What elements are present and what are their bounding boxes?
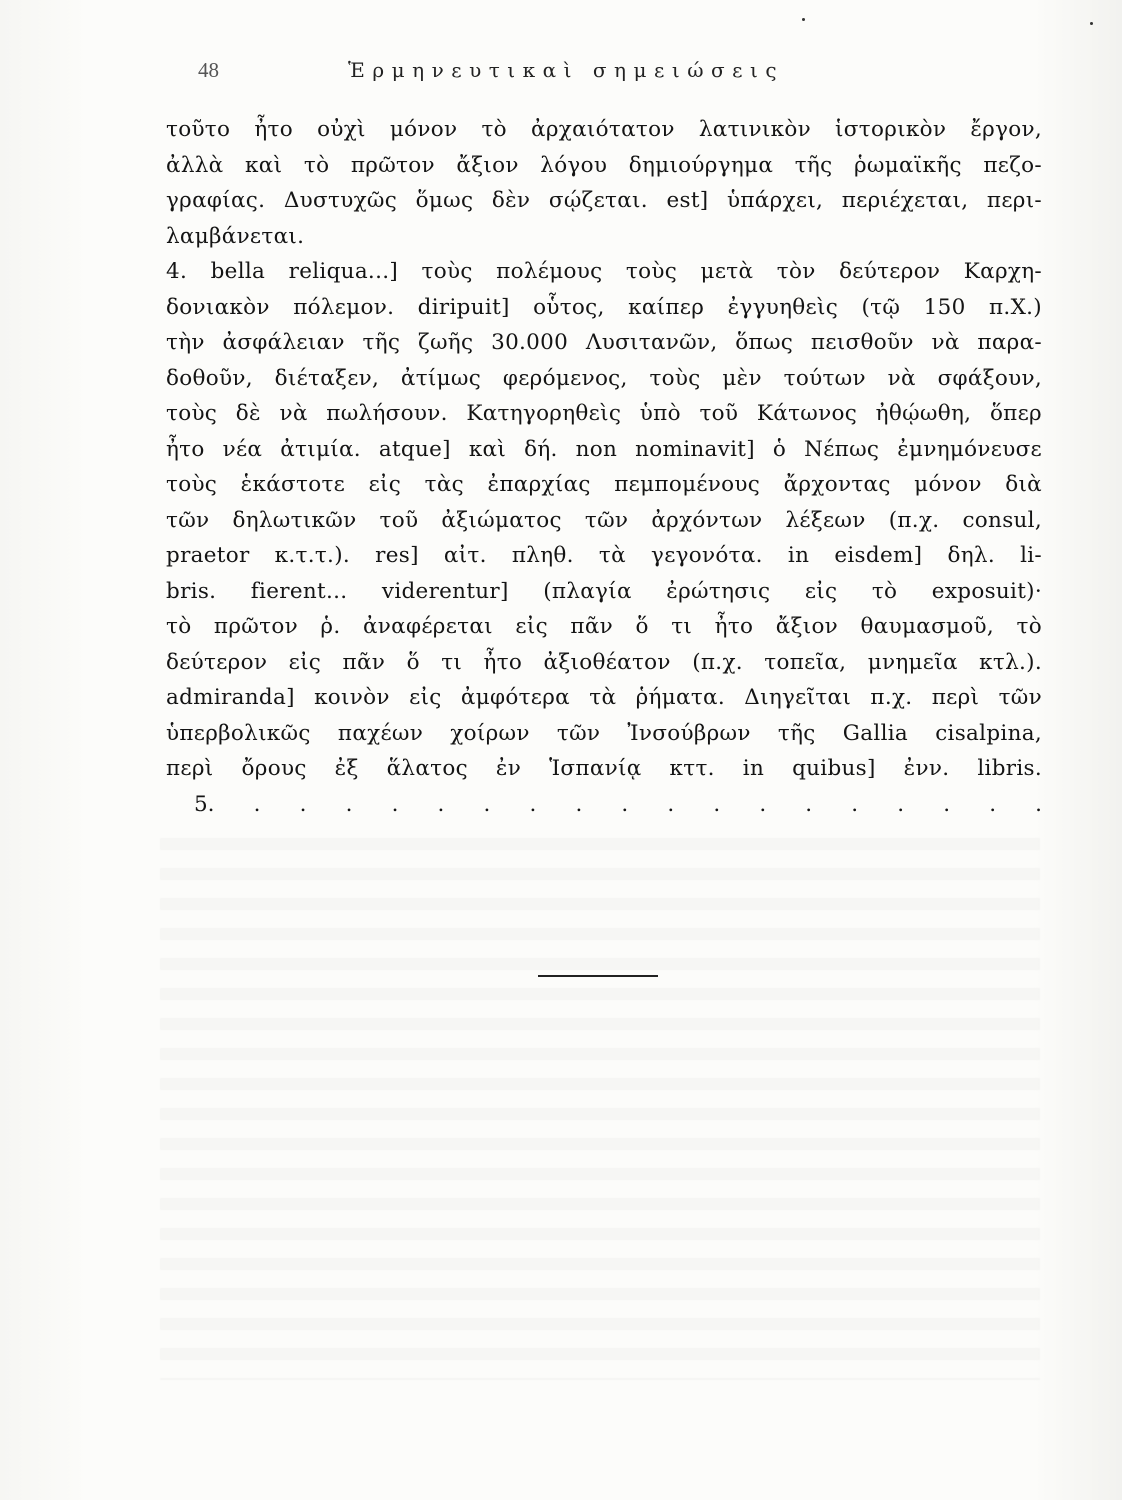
text-line: ἦτο νέα ἀτιμία. atque] καὶ δή. non nominavit] ὁ Νέπως ἐμνημόνευσε: [166, 436, 1042, 462]
text-line: περὶ ὄρους ἐξ ἅλατος ἐν Ἱσπανίᾳ κττ. in quibus] ἐνν. libris.: [166, 756, 1042, 781]
text-line: τοὺς ἑκάστοτε εἰς τὰς ἐπαρχίας πεμπομένους ἄρχοντας μόνον διὰ: [166, 472, 1042, 497]
section-5-dots: 5. . . . . . . . . . . . . . . . . . .: [194, 791, 1042, 817]
show-through-bleed: [160, 820, 1040, 1380]
scan-speck: [802, 18, 805, 21]
text-line: ἀλλὰ καὶ τὸ πρῶτον ἄξιον λόγου δημιούργημα τῆς ῥωμαϊκῆς πεζο-: [166, 152, 1042, 178]
text-line: ὑπερβολικῶς παχέων χοίρων τῶν Ἰνσούβρων τῆς Gallia cisalpina,: [166, 720, 1042, 746]
scan-speck: [1090, 22, 1093, 25]
commentary-text: [166, 112, 1042, 822]
page-number: 48: [198, 58, 219, 82]
text-line: τὴν ἀσφάλειαν τῆς ζωῆς 30.000 Λυσιτανῶν, ὅπως πεισθοῦν νὰ παρα-: [166, 330, 1042, 355]
text-line: τὸ πρῶτον ῥ. ἀναφέρεται εἰς πᾶν ὅ τι ἦτο ἄξιον θαυμασμοῦ, τὸ: [166, 614, 1042, 639]
text-line: 4. bella reliqua...] τοὺς πολέμους τοὺς μετὰ τὸν δεύτερον Καρχη-: [166, 259, 1042, 284]
text-line: δεύτερον εἰς πᾶν ὅ τι ἦτο ἀξιοθέατον (π.χ. τοπεῖα, μνημεῖα κτλ.).: [166, 649, 1042, 675]
text-line: admiranda] κοινὸν εἰς ἀμφότερα τὰ ῥήματα. Διηγεῖται π.χ. περὶ τῶν: [166, 685, 1042, 710]
running-head: [0, 58, 1122, 88]
text-line: praetor κ.τ.τ.). res] αἰτ. πληθ. τὰ γεγονότα. in eisdem] δηλ. li-: [166, 543, 1042, 568]
running-title: Ἑρμηνευτικαὶ σημειώσεις: [348, 58, 785, 82]
footnote-rule: [538, 975, 658, 977]
text-line: λαμβάνεται.: [166, 223, 305, 249]
text-line: δοθοῦν, διέταξεν, ἀτίμως φερόμενος, τοὺς μὲν τούτων νὰ σφάξουν,: [166, 365, 1042, 391]
text-line: τοὺς δὲ νὰ πωλήσουν. Κατηγορηθεὶς ὑπὸ τοῦ Κάτωνος ἠθῴωθη, ὅπερ: [166, 401, 1042, 426]
text-line: τοῦτο ἦτο οὐχὶ μόνον τὸ ἀρχαιότατον λατινικὸν ἱστορικὸν ἔργον,: [166, 117, 1042, 142]
text-line: δονιακὸν πόλεμον. diripuit] οὗτος, καίπερ ἐγγυηθεὶς (τῷ 150 π.Χ.): [166, 294, 1042, 320]
text-line: τῶν δηλωτικῶν τοῦ ἀξιώματος τῶν ἀρχόντων λέξεων (π.χ. consul,: [166, 507, 1042, 533]
text-line: bris. fierent... viderentur] (πλαγία ἐρώτησις εἰς τὸ exposuit)·: [166, 578, 1042, 604]
text-line: γραφίας. Δυστυχῶς ὅμως δὲν σῴζεται. est] ὑπάρχει, περιέχεται, περι-: [166, 188, 1042, 213]
